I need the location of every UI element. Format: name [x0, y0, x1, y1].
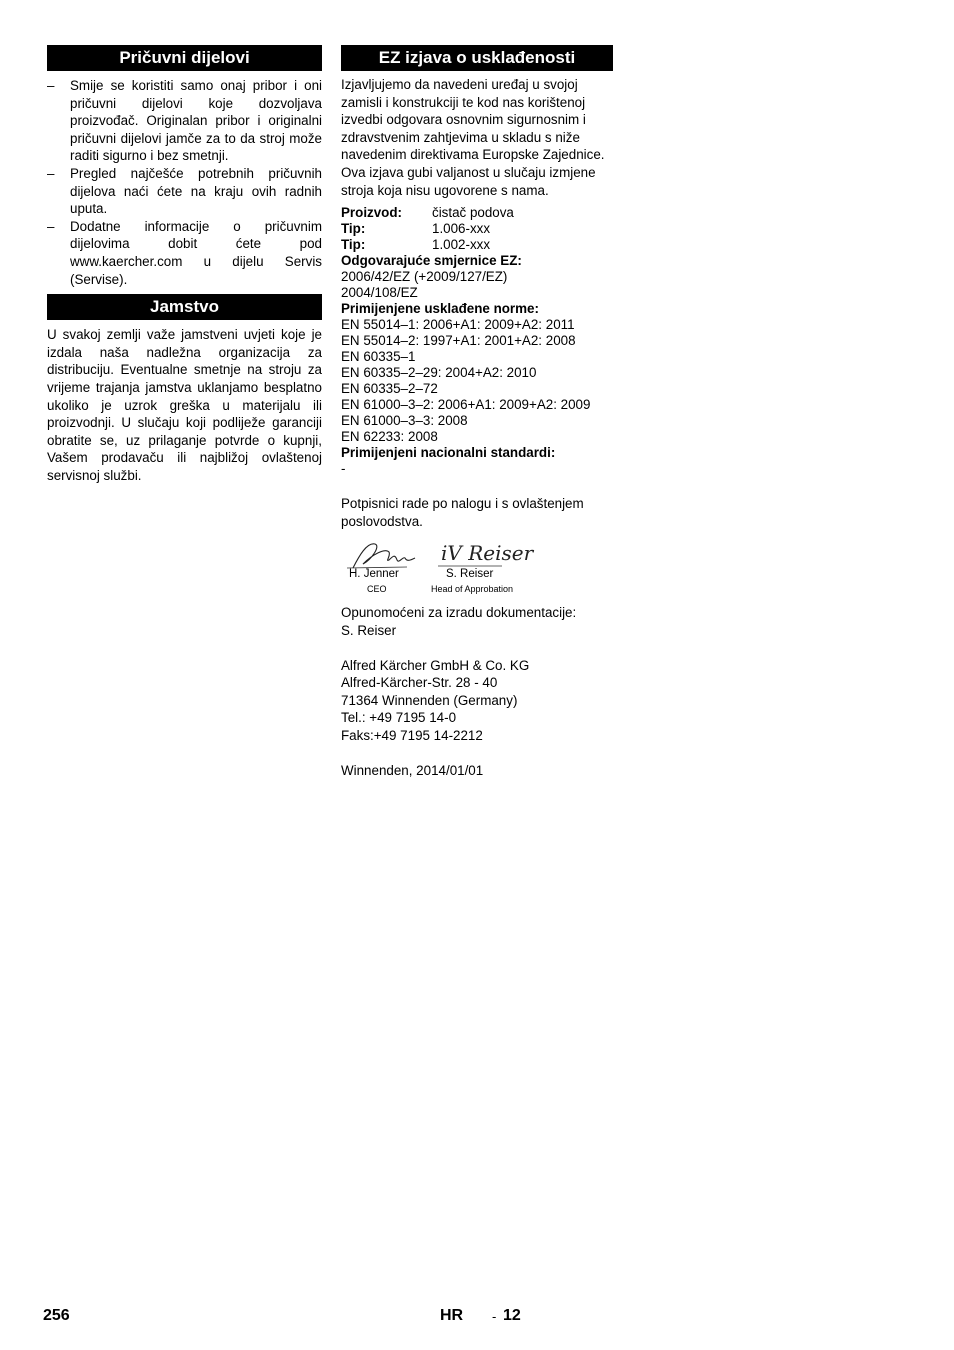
national-standards-label: Primijenjeni nacionalni standardi: [341, 445, 556, 461]
place-date: Winnenden, 2014/01/01 [341, 762, 484, 778]
national-standards-value: - [341, 461, 346, 477]
warranty-heading: Jamstvo [47, 294, 322, 320]
footer-dash: - [492, 1309, 497, 1324]
company-street: Alfred-Kärcher-Str. 28 - 40 [341, 675, 498, 691]
company-tel: Tel.: +49 7195 14-0 [341, 710, 457, 726]
product-info [341, 205, 613, 477]
norm-item: EN 60335–1 [341, 349, 416, 365]
sub-page-number: 12 [503, 1307, 521, 1324]
directives-label: Odgovarajuće smjernice EZ: [341, 253, 522, 269]
type-row: Tip: 1.002-xxx [341, 237, 491, 253]
signature-handwriting: iV Reiser [441, 541, 534, 566]
language-code: HR [440, 1307, 464, 1324]
page-number: 256 [43, 1307, 70, 1324]
spare-parts-list [47, 77, 322, 288]
directive-item: 2006/42/EZ (+2009/127/EZ) [341, 269, 508, 285]
norms-label: Primijenjene usklađene norme: [341, 301, 539, 317]
company-name: Alfred Kärcher GmbH & Co. KG [341, 657, 530, 673]
documentation-name: S. Reiser [341, 622, 397, 638]
type-row: Tip: 1.006-xxx [341, 221, 491, 237]
product-row: Proizvod: čistač podova [341, 205, 514, 221]
norm-item: EN 62233: 2008 [341, 429, 438, 445]
list-item: – Smije se koristiti samo onaj pribor i oni pričuvni dijelovi koje dozvoljava proizvođač. Originalan pribor i originalni pričuvni dijelovi jamče za to da stroj može raditi sigurno i bez smetnji. [47, 78, 322, 164]
list-item: – Dodatne informacije o pričuvnim dijelovima dobit ćete pod www.kaercher.com u dijelu Servis (Servise). [47, 218, 322, 287]
spare-parts-heading: Pričuvni dijelovi [47, 45, 322, 71]
warranty-text: U svakoj zemlji važe jamstveni uvjeti koje je izdala naša nadležna organizacija za distribuciju. Eventualne smetnje na stroju za vrijeme trajanja jamstva uklanjamo besplatno ukoliko je uzrok greška u materijalu ili proizvodnji. U slučaju koji podliježe garanciji obratite se, uz prilaganje potvrde o kupnji, Vašem prodavaču ili najbližoj ovlaštenoj servisnoj službi. [47, 327, 322, 483]
norm-item: EN 60335–2–29: 2004+A2: 2010 [341, 365, 537, 381]
signatures [341, 538, 613, 602]
signature-jenner: H. Jenner CEO [345, 538, 435, 570]
norm-item: EN 55014–1: 2006+A1: 2009+A2: 2011 [341, 317, 575, 333]
signatories-text: Potpisnici rade po nalogu i s ovlaštenjem poslovodstva. [341, 496, 584, 529]
documentation-label: Opunomoćeni za izradu dokumentacije: [341, 605, 577, 621]
norm-item: EN 61000–3–2: 2006+A1: 2009+A2: 2009 [341, 397, 591, 413]
declaration-heading: EZ izjava o usklađenosti [341, 45, 613, 71]
signature-reiser: iV Reiser S. Reiser Head of Approbation [438, 538, 508, 570]
norm-item: EN 61000–3–3: 2008 [341, 413, 468, 429]
signature-jenner-graphic [345, 538, 435, 570]
norm-item: EN 55014–2: 1997+A1: 2001+A2: 2008 [341, 333, 576, 349]
declaration-intro: Izjavljujemo da navedeni uređaj u svojoj zamisli i konstrukciji te kod nas korištenoj izvedbi odgovara osnovnim sigurnosnim i zdravstvenim zahtjevima u skladu s niže navedenim direktivama Europske Zajednice. Ova izjava gubi valjanost u slučaju izmjene stroja koja nisu ugovorene s nama. [341, 77, 605, 198]
right-column [341, 45, 613, 779]
left-column [47, 45, 322, 484]
company-fax: Faks:+49 7195 14-2212 [341, 727, 483, 743]
directive-item: 2004/108/EZ [341, 285, 418, 301]
list-item: – Pregled najčešće potrebnih pričuvnih dijelova naći ćete na kraju ovih radnih uputa. [47, 165, 322, 217]
company-city: 71364 Winnenden (Germany) [341, 692, 518, 708]
norm-item: EN 60335–2–72 [341, 381, 438, 397]
company-address [341, 657, 613, 745]
